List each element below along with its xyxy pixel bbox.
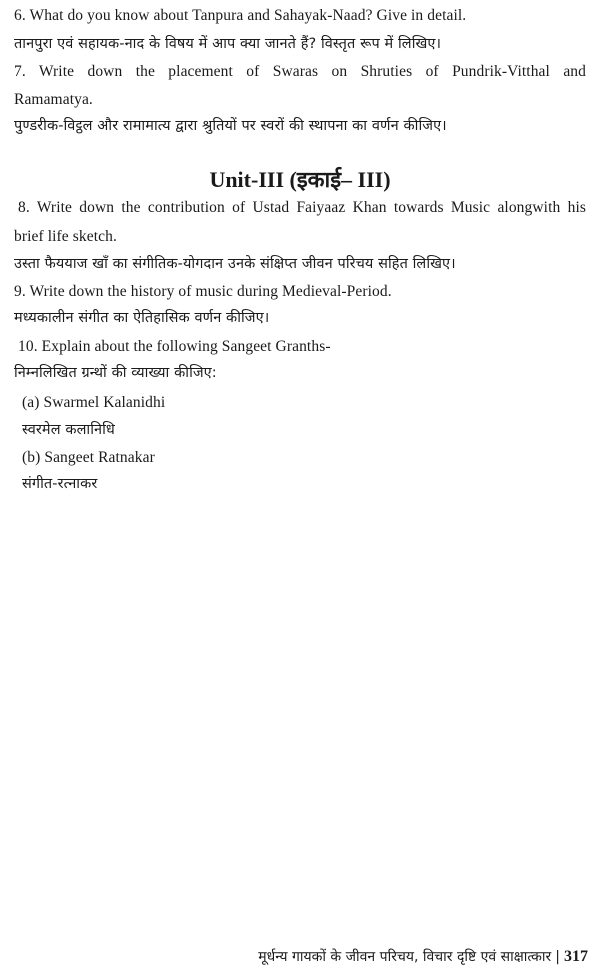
question-8-english-line-1: 8. Write down the contribution of Ustad Faiyaaz Khan towards Music alongwith his (18, 199, 586, 216)
question-7-hindi: पुण्डरीक-विट्ठल और रामामात्य द्वारा श्रुतियों पर स्वरों की स्थापना का वर्णन कीजिए। (14, 118, 447, 134)
question-10a-english: (a) Swarmel Kalanidhi (22, 394, 166, 411)
question-9-hindi: मध्यकालीन संगीत का ऐतिहासिक वर्णन कीजिए। (14, 310, 270, 326)
question-9-english: 9. Write down the history of music during Medieval-Period. (14, 283, 392, 300)
question-10-hindi: निम्नलिखित ग्रन्थों की व्याख्या कीजिए: (14, 365, 217, 381)
question-10a-hindi: स्वरमेल कलानिधि (22, 422, 115, 438)
question-10-english: 10. Explain about the following Sangeet Granths- (18, 338, 331, 355)
question-8-english-line-2: brief life sketch. (14, 228, 117, 245)
question-6-hindi: तानपुरा एवं सहायक-नाद के विषय में आप क्या जानते हैं? विस्तृत रूप में लिखिए। (14, 36, 442, 52)
question-10b-english: (b) Sangeet Ratnakar (22, 449, 155, 466)
question-7-english-line-2: Ramamatya. (14, 91, 93, 108)
question-6-english: 6. What do you know about Tanpura and Sahayak-Naad? Give in detail. (14, 7, 467, 24)
unit-heading: Unit-III (इकाई– III) (209, 167, 391, 192)
running-title: मूर्धन्य गायकों के जीवन परिचय, विचार दृष्टि एवं साक्षात्कार (258, 949, 552, 965)
question-8-hindi: उस्ता फैययाज खाँ का संगीतिक-योगदान उनके संक्षिप्त जीवन परिचय सहित लिखिए। (14, 256, 456, 272)
page-footer (258, 947, 588, 967)
question-10b-hindi: संगीत-रत्नाकर (22, 476, 98, 492)
page-number: 317 (564, 948, 588, 965)
footer-separator: | (555, 949, 560, 965)
question-7-english-line-1: 7. Write down the placement of Swaras on Shruties of Pundrik-Vitthal and (14, 63, 586, 80)
